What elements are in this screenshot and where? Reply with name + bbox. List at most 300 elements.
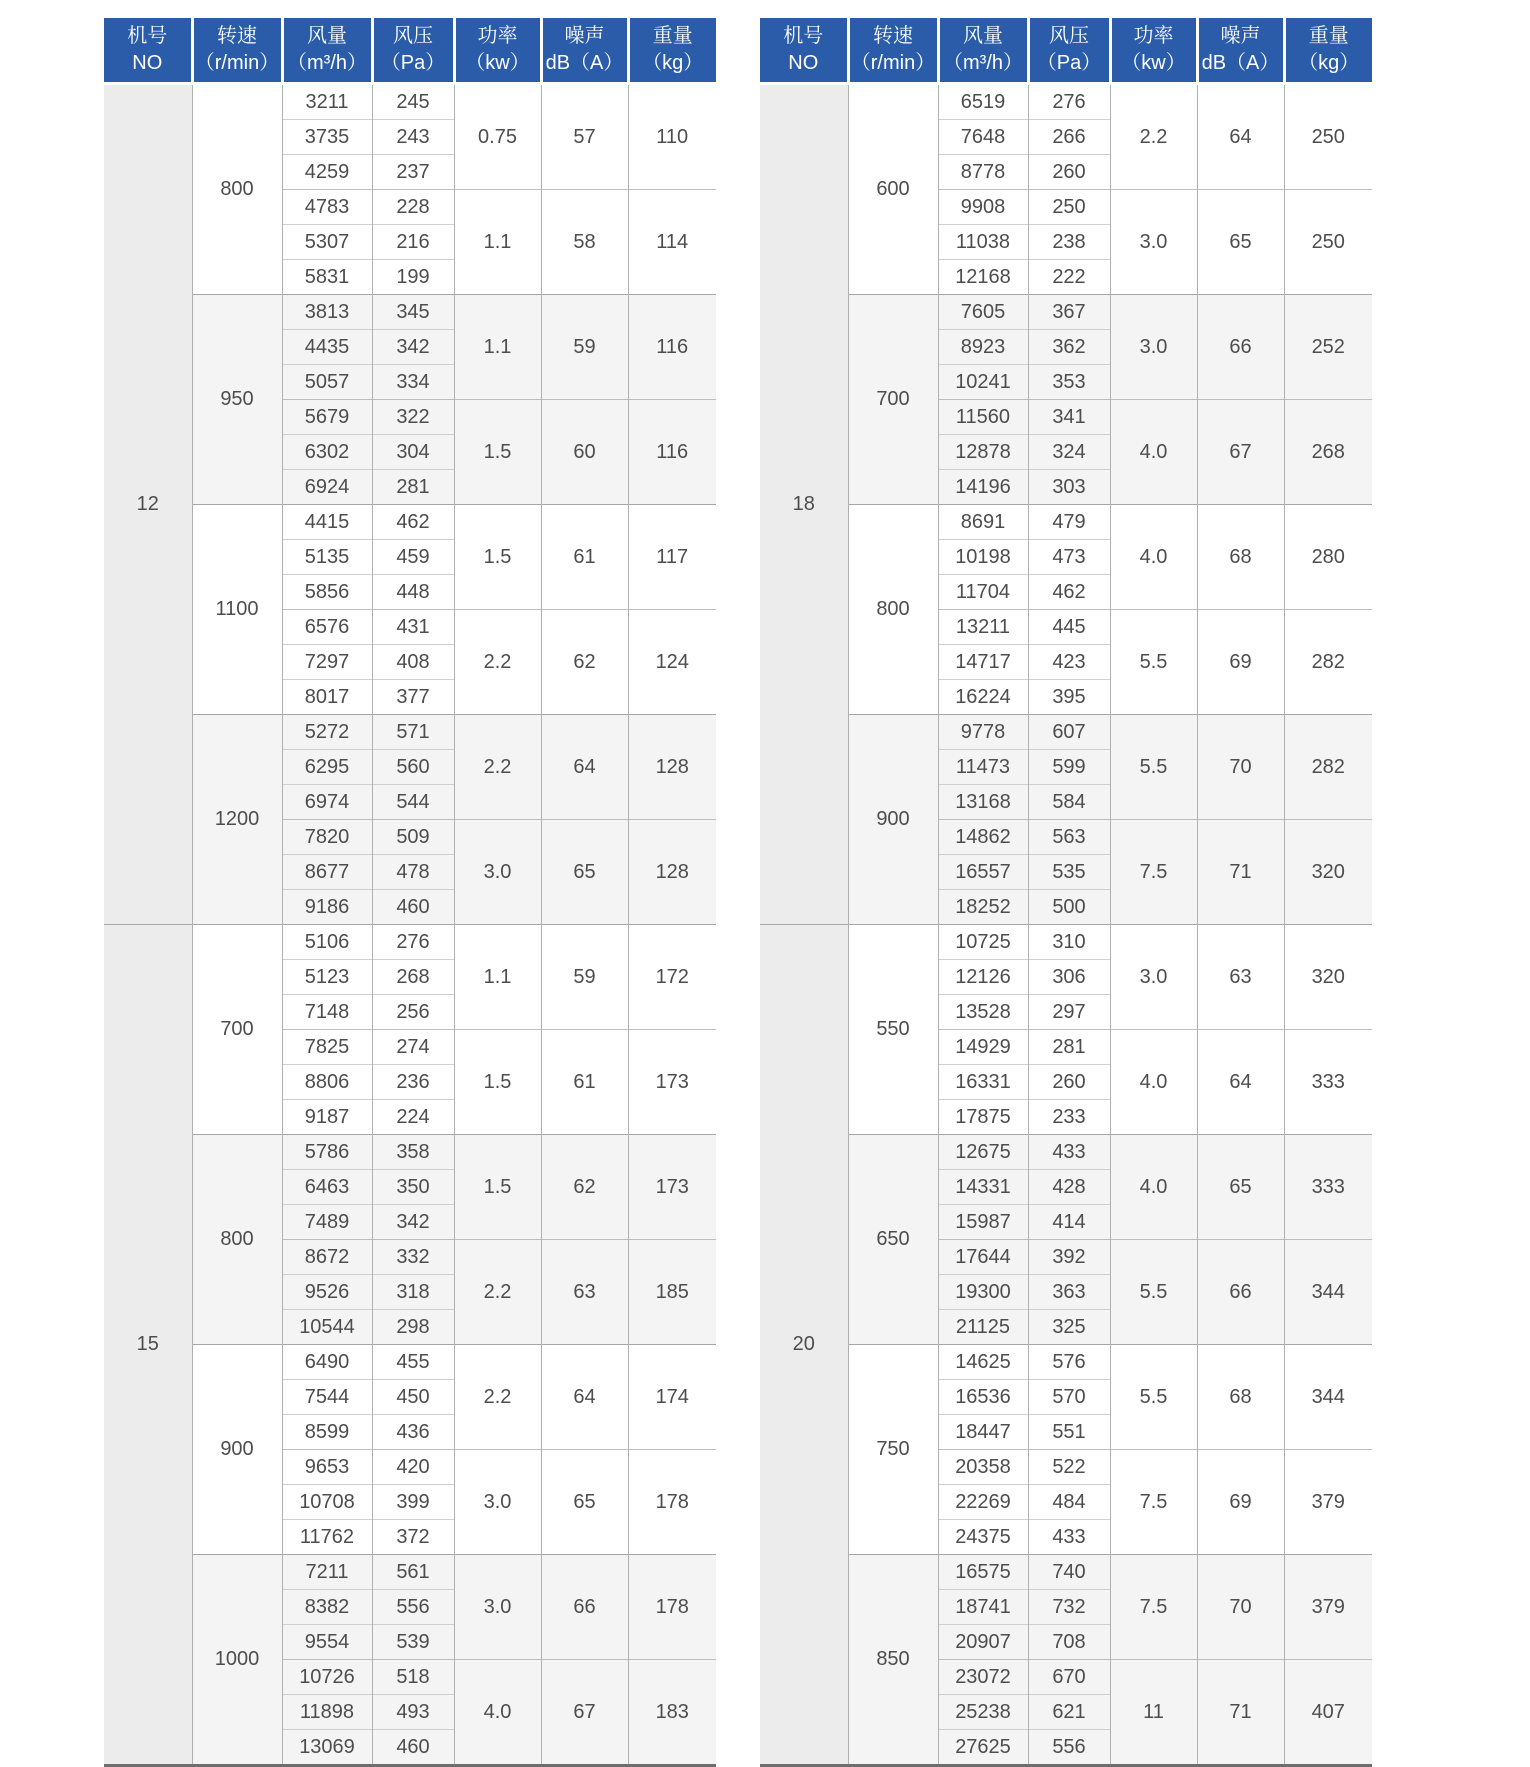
airflow-cell: 14862 [938, 820, 1028, 855]
power-cell: 1.1 [454, 190, 541, 295]
power-cell: 1.5 [454, 1030, 541, 1135]
airflow-cell: 16536 [938, 1380, 1028, 1415]
pressure-cell: 561 [372, 1555, 454, 1590]
power-cell: 7.5 [1110, 820, 1197, 925]
weight-cell: 407 [1284, 1660, 1372, 1766]
speed-cell: 650 [848, 1135, 938, 1345]
weight-cell: 114 [628, 190, 716, 295]
airflow-cell: 5856 [282, 575, 372, 610]
table-row [104, 1345, 716, 1380]
pressure-cell: 237 [372, 155, 454, 190]
airflow-cell: 19300 [938, 1275, 1028, 1310]
weight-cell: 282 [1284, 610, 1372, 715]
pressure-cell: 571 [372, 715, 454, 750]
pressure-cell: 367 [1028, 295, 1110, 330]
power-cell: 5.5 [1110, 1240, 1197, 1345]
table-row [760, 84, 1372, 120]
pressure-cell: 362 [1028, 330, 1110, 365]
power-cell: 2.2 [454, 715, 541, 820]
noise-cell: 65 [1197, 190, 1284, 295]
speed-cell: 1000 [192, 1555, 282, 1766]
pressure-cell: 732 [1028, 1590, 1110, 1625]
airflow-cell: 10198 [938, 540, 1028, 575]
weight-cell: 268 [1284, 400, 1372, 505]
noise-cell: 70 [1197, 1555, 1284, 1660]
noise-cell: 63 [541, 1240, 628, 1345]
weight-cell: 128 [628, 820, 716, 925]
table-header [104, 18, 716, 84]
pressure-cell: 353 [1028, 365, 1110, 400]
pressure-cell: 266 [1028, 120, 1110, 155]
pressure-cell: 268 [372, 960, 454, 995]
pressure-cell: 544 [372, 785, 454, 820]
pressure-cell: 599 [1028, 750, 1110, 785]
pressure-cell: 455 [372, 1345, 454, 1380]
noise-cell: 69 [1197, 1450, 1284, 1555]
pressure-cell: 535 [1028, 855, 1110, 890]
pressure-cell: 708 [1028, 1625, 1110, 1660]
noise-cell: 62 [541, 610, 628, 715]
power-cell: 2.2 [454, 610, 541, 715]
airflow-cell: 11560 [938, 400, 1028, 435]
weight-cell: 250 [1284, 190, 1372, 295]
pressure-cell: 216 [372, 225, 454, 260]
noise-cell: 71 [1197, 820, 1284, 925]
fan-spec-table-right [760, 18, 1372, 1767]
pressure-cell: 740 [1028, 1555, 1110, 1590]
airflow-cell: 4259 [282, 155, 372, 190]
pressure-cell: 431 [372, 610, 454, 645]
pressure-cell: 423 [1028, 645, 1110, 680]
power-cell: 7.5 [1110, 1555, 1197, 1660]
table-row [104, 1135, 716, 1170]
pressure-cell: 420 [372, 1450, 454, 1485]
airflow-cell: 9554 [282, 1625, 372, 1660]
power-cell: 2.2 [454, 1345, 541, 1450]
weight-cell: 282 [1284, 715, 1372, 820]
header-speed: 转速 （r/min） [848, 18, 938, 84]
weight-cell: 178 [628, 1555, 716, 1660]
airflow-cell: 20907 [938, 1625, 1028, 1660]
power-cell: 7.5 [1110, 1450, 1197, 1555]
airflow-cell: 4783 [282, 190, 372, 225]
weight-cell: 379 [1284, 1450, 1372, 1555]
pressure-cell: 245 [372, 84, 454, 120]
pressure-cell: 332 [372, 1240, 454, 1275]
power-cell: 5.5 [1110, 715, 1197, 820]
airflow-cell: 12126 [938, 960, 1028, 995]
power-cell: 1.1 [454, 295, 541, 400]
weight-cell: 344 [1284, 1240, 1372, 1345]
power-cell: 1.5 [454, 400, 541, 505]
weight-cell: 116 [628, 400, 716, 505]
pressure-cell: 199 [372, 260, 454, 295]
pressure-cell: 341 [1028, 400, 1110, 435]
weight-cell: 124 [628, 610, 716, 715]
airflow-cell: 11473 [938, 750, 1028, 785]
airflow-cell: 5307 [282, 225, 372, 260]
pressure-cell: 433 [1028, 1135, 1110, 1170]
table-row [104, 295, 716, 330]
table-row [104, 1555, 716, 1590]
power-cell: 3.0 [454, 820, 541, 925]
airflow-cell: 12168 [938, 260, 1028, 295]
pressure-cell: 224 [372, 1100, 454, 1135]
airflow-cell: 13211 [938, 610, 1028, 645]
airflow-cell: 10726 [282, 1660, 372, 1695]
airflow-cell: 16331 [938, 1065, 1028, 1100]
header-speed: 转速 （r/min） [192, 18, 282, 84]
table-row [104, 84, 716, 120]
header-airflow: 风量 （m³/h） [282, 18, 372, 84]
pressure-cell: 298 [372, 1310, 454, 1345]
airflow-cell: 15987 [938, 1205, 1028, 1240]
pressure-cell: 306 [1028, 960, 1110, 995]
pressure-cell: 500 [1028, 890, 1110, 925]
airflow-cell: 7211 [282, 1555, 372, 1590]
airflow-cell: 7825 [282, 1030, 372, 1065]
noise-cell: 69 [1197, 610, 1284, 715]
noise-cell: 62 [541, 1135, 628, 1240]
pressure-cell: 556 [372, 1590, 454, 1625]
power-cell: 2.2 [454, 1240, 541, 1345]
power-cell: 3.0 [454, 1450, 541, 1555]
pressure-cell: 399 [372, 1485, 454, 1520]
power-cell: 4.0 [1110, 1135, 1197, 1240]
airflow-cell: 13069 [282, 1730, 372, 1766]
pressure-cell: 436 [372, 1415, 454, 1450]
pressure-cell: 414 [1028, 1205, 1110, 1240]
pressure-cell: 462 [1028, 575, 1110, 610]
noise-cell: 67 [541, 1660, 628, 1766]
pressure-cell: 228 [372, 190, 454, 225]
airflow-cell: 12878 [938, 435, 1028, 470]
pressure-cell: 350 [372, 1170, 454, 1205]
pressure-cell: 392 [1028, 1240, 1110, 1275]
pressure-cell: 281 [372, 470, 454, 505]
airflow-cell: 13528 [938, 995, 1028, 1030]
weight-cell: 379 [1284, 1555, 1372, 1660]
weight-cell: 172 [628, 925, 716, 1030]
pressure-cell: 233 [1028, 1100, 1110, 1135]
header-power: 功率 （kw） [1110, 18, 1197, 84]
header-no: 机号 NO [760, 18, 848, 84]
airflow-cell: 9908 [938, 190, 1028, 225]
airflow-cell: 6295 [282, 750, 372, 785]
power-cell: 3.0 [1110, 190, 1197, 295]
airflow-cell: 7148 [282, 995, 372, 1030]
weight-cell: 320 [1284, 925, 1372, 1030]
noise-cell: 66 [541, 1555, 628, 1660]
airflow-cell: 14929 [938, 1030, 1028, 1065]
pressure-cell: 377 [372, 680, 454, 715]
pressure-cell: 560 [372, 750, 454, 785]
fan-spec-table-left [104, 18, 716, 1767]
table-row [760, 505, 1372, 540]
noise-cell: 66 [1197, 295, 1284, 400]
airflow-cell: 8677 [282, 855, 372, 890]
header-weight: 重量 （kg） [628, 18, 716, 84]
airflow-cell: 7648 [938, 120, 1028, 155]
table-row [104, 925, 716, 960]
airflow-cell: 8672 [282, 1240, 372, 1275]
airflow-cell: 3813 [282, 295, 372, 330]
airflow-cell: 21125 [938, 1310, 1028, 1345]
pressure-cell: 372 [372, 1520, 454, 1555]
power-cell: 3.0 [454, 1555, 541, 1660]
pressure-cell: 522 [1028, 1450, 1110, 1485]
weight-cell: 178 [628, 1450, 716, 1555]
weight-cell: 344 [1284, 1345, 1372, 1450]
airflow-cell: 25238 [938, 1695, 1028, 1730]
power-cell: 1.5 [454, 1135, 541, 1240]
speed-cell: 700 [848, 295, 938, 505]
noise-cell: 61 [541, 1030, 628, 1135]
airflow-cell: 27625 [938, 1730, 1028, 1766]
noise-cell: 64 [1197, 84, 1284, 190]
airflow-cell: 6519 [938, 84, 1028, 120]
airflow-cell: 9187 [282, 1100, 372, 1135]
pressure-cell: 433 [1028, 1520, 1110, 1555]
power-cell: 0.75 [454, 84, 541, 190]
pressure-cell: 303 [1028, 470, 1110, 505]
airflow-cell: 18741 [938, 1590, 1028, 1625]
noise-cell: 67 [1197, 400, 1284, 505]
airflow-cell: 8923 [938, 330, 1028, 365]
pressure-cell: 551 [1028, 1415, 1110, 1450]
airflow-cell: 9526 [282, 1275, 372, 1310]
table-row [760, 1135, 1372, 1170]
noise-cell: 61 [541, 505, 628, 610]
weight-cell: 252 [1284, 295, 1372, 400]
airflow-cell: 16575 [938, 1555, 1028, 1590]
airflow-cell: 7605 [938, 295, 1028, 330]
table-body [104, 84, 716, 1766]
airflow-cell: 11704 [938, 575, 1028, 610]
airflow-cell: 5831 [282, 260, 372, 295]
header-power: 功率 （kw） [454, 18, 541, 84]
speed-cell: 800 [848, 505, 938, 715]
pressure-cell: 334 [372, 365, 454, 400]
airflow-cell: 10708 [282, 1485, 372, 1520]
airflow-cell: 6924 [282, 470, 372, 505]
power-cell: 5.5 [1110, 1345, 1197, 1450]
speed-cell: 850 [848, 1555, 938, 1766]
pressure-cell: 342 [372, 1205, 454, 1240]
weight-cell: 183 [628, 1660, 716, 1766]
noise-cell: 68 [1197, 1345, 1284, 1450]
speed-cell: 800 [192, 1135, 282, 1345]
power-cell: 4.0 [454, 1660, 541, 1766]
noise-cell: 64 [541, 715, 628, 820]
airflow-cell: 16557 [938, 855, 1028, 890]
weight-cell: 174 [628, 1345, 716, 1450]
noise-cell: 65 [541, 820, 628, 925]
pressure-cell: 325 [1028, 1310, 1110, 1345]
airflow-cell: 14331 [938, 1170, 1028, 1205]
pressure-cell: 445 [1028, 610, 1110, 645]
airflow-cell: 13168 [938, 785, 1028, 820]
pressure-cell: 324 [1028, 435, 1110, 470]
weight-cell: 110 [628, 84, 716, 190]
pressure-cell: 281 [1028, 1030, 1110, 1065]
table-body [760, 84, 1372, 1766]
pressure-cell: 460 [372, 1730, 454, 1766]
pressure-cell: 408 [372, 645, 454, 680]
noise-cell: 63 [1197, 925, 1284, 1030]
speed-cell: 900 [848, 715, 938, 925]
pressure-cell: 297 [1028, 995, 1110, 1030]
airflow-cell: 10241 [938, 365, 1028, 400]
speed-cell: 550 [848, 925, 938, 1135]
pressure-cell: 222 [1028, 260, 1110, 295]
airflow-cell: 6302 [282, 435, 372, 470]
table-row [760, 715, 1372, 750]
airflow-cell: 5786 [282, 1135, 372, 1170]
airflow-cell: 5135 [282, 540, 372, 575]
machine-no-cell: 15 [104, 925, 192, 1766]
airflow-cell: 23072 [938, 1660, 1028, 1695]
speed-cell: 600 [848, 84, 938, 295]
airflow-cell: 14717 [938, 645, 1028, 680]
table-row [760, 1555, 1372, 1590]
airflow-cell: 18447 [938, 1415, 1028, 1450]
airflow-cell: 7820 [282, 820, 372, 855]
pressure-cell: 563 [1028, 820, 1110, 855]
airflow-cell: 9778 [938, 715, 1028, 750]
airflow-cell: 16224 [938, 680, 1028, 715]
pressure-cell: 304 [372, 435, 454, 470]
pressure-cell: 607 [1028, 715, 1110, 750]
noise-cell: 65 [1197, 1135, 1284, 1240]
table-header [760, 18, 1372, 84]
airflow-cell: 7489 [282, 1205, 372, 1240]
noise-cell: 58 [541, 190, 628, 295]
speed-cell: 1100 [192, 505, 282, 715]
noise-cell: 71 [1197, 1660, 1284, 1766]
weight-cell: 320 [1284, 820, 1372, 925]
airflow-cell: 11762 [282, 1520, 372, 1555]
power-cell: 5.5 [1110, 610, 1197, 715]
header-no: 机号 NO [104, 18, 192, 84]
pressure-cell: 260 [1028, 1065, 1110, 1100]
weight-cell: 173 [628, 1135, 716, 1240]
noise-cell: 70 [1197, 715, 1284, 820]
table-row [760, 1345, 1372, 1380]
header-airflow: 风量 （m³/h） [938, 18, 1028, 84]
pressure-cell: 539 [372, 1625, 454, 1660]
pressure-cell: 448 [372, 575, 454, 610]
pressure-cell: 243 [372, 120, 454, 155]
weight-cell: 185 [628, 1240, 716, 1345]
power-cell: 11 [1110, 1660, 1197, 1766]
header-pressure: 风压 （Pa） [372, 18, 454, 84]
table-row [760, 925, 1372, 960]
pressure-cell: 670 [1028, 1660, 1110, 1695]
pressure-cell: 318 [372, 1275, 454, 1310]
airflow-cell: 8778 [938, 155, 1028, 190]
airflow-cell: 8599 [282, 1415, 372, 1450]
power-cell: 4.0 [1110, 400, 1197, 505]
pressure-cell: 473 [1028, 540, 1110, 575]
pressure-cell: 493 [372, 1695, 454, 1730]
speed-cell: 800 [192, 84, 282, 295]
table-row [104, 505, 716, 540]
pressure-cell: 310 [1028, 925, 1110, 960]
airflow-cell: 24375 [938, 1520, 1028, 1555]
noise-cell: 59 [541, 295, 628, 400]
pressure-cell: 358 [372, 1135, 454, 1170]
pressure-cell: 395 [1028, 680, 1110, 715]
pressure-cell: 363 [1028, 1275, 1110, 1310]
weight-cell: 250 [1284, 84, 1372, 190]
pressure-cell: 450 [372, 1380, 454, 1415]
pressure-cell: 570 [1028, 1380, 1110, 1415]
airflow-cell: 5123 [282, 960, 372, 995]
weight-cell: 128 [628, 715, 716, 820]
noise-cell: 59 [541, 925, 628, 1030]
airflow-cell: 10544 [282, 1310, 372, 1345]
machine-no-cell: 18 [760, 84, 848, 925]
machine-no-cell: 12 [104, 84, 192, 925]
noise-cell: 65 [541, 1450, 628, 1555]
header-weight: 重量 （kg） [1284, 18, 1372, 84]
airflow-cell: 5679 [282, 400, 372, 435]
speed-cell: 1200 [192, 715, 282, 925]
airflow-cell: 17875 [938, 1100, 1028, 1135]
noise-cell: 60 [541, 400, 628, 505]
header-noise: 噪声 dB（A） [1197, 18, 1284, 84]
pressure-cell: 556 [1028, 1730, 1110, 1766]
airflow-cell: 6490 [282, 1345, 372, 1380]
pressure-cell: 260 [1028, 155, 1110, 190]
speed-cell: 750 [848, 1345, 938, 1555]
pressure-cell: 428 [1028, 1170, 1110, 1205]
power-cell: 1.5 [454, 505, 541, 610]
noise-cell: 57 [541, 84, 628, 190]
airflow-cell: 5272 [282, 715, 372, 750]
airflow-cell: 9653 [282, 1450, 372, 1485]
airflow-cell: 6576 [282, 610, 372, 645]
pressure-cell: 479 [1028, 505, 1110, 540]
airflow-cell: 18252 [938, 890, 1028, 925]
airflow-cell: 12675 [938, 1135, 1028, 1170]
pressure-cell: 576 [1028, 1345, 1110, 1380]
airflow-cell: 7544 [282, 1380, 372, 1415]
table-row [760, 295, 1372, 330]
weight-cell: 333 [1284, 1030, 1372, 1135]
speed-cell: 950 [192, 295, 282, 505]
airflow-cell: 5106 [282, 925, 372, 960]
airflow-cell: 14196 [938, 470, 1028, 505]
airflow-cell: 6974 [282, 785, 372, 820]
airflow-cell: 4415 [282, 505, 372, 540]
airflow-cell: 9186 [282, 890, 372, 925]
airflow-cell: 6463 [282, 1170, 372, 1205]
power-cell: 1.1 [454, 925, 541, 1030]
airflow-cell: 3735 [282, 120, 372, 155]
airflow-cell: 11038 [938, 225, 1028, 260]
pressure-cell: 478 [372, 855, 454, 890]
pressure-cell: 484 [1028, 1485, 1110, 1520]
airflow-cell: 7297 [282, 645, 372, 680]
noise-cell: 64 [541, 1345, 628, 1450]
noise-cell: 64 [1197, 1030, 1284, 1135]
pressure-cell: 342 [372, 330, 454, 365]
pressure-cell: 250 [1028, 190, 1110, 225]
pressure-cell: 621 [1028, 1695, 1110, 1730]
power-cell: 4.0 [1110, 505, 1197, 610]
